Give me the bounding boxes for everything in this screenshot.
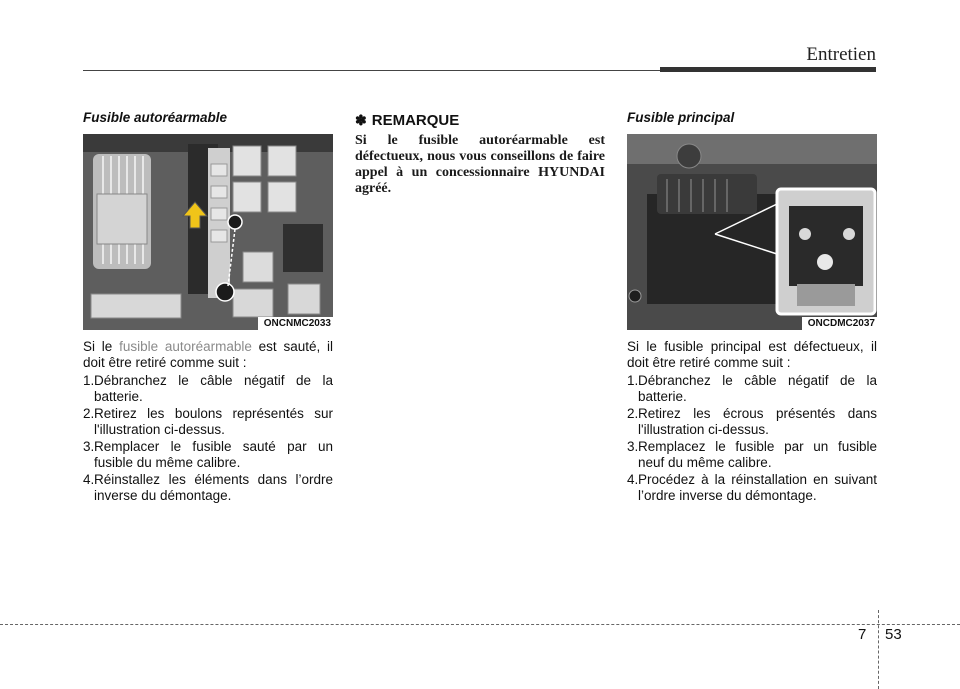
intro-suffix: est sauté, il doit être retiré comme suit : xyxy=(83,339,333,370)
left-column xyxy=(83,110,333,505)
intro-paragraph xyxy=(83,339,333,371)
step-text: Procédez à la réinstallation en suivant l’ordre inverse du démontage. xyxy=(638,472,877,503)
page-header-title: Entretien xyxy=(806,44,876,65)
step-item xyxy=(627,439,877,471)
step-number: 3. xyxy=(627,439,639,454)
page-number: 53 xyxy=(885,626,902,643)
step-text: Retirez les écrous présentés dans l'illustration ci-dessus. xyxy=(638,406,877,437)
asterisk-icon: ✽ xyxy=(355,112,367,128)
step-text: Remplacer le fusible sauté par un fusible du même calibre. xyxy=(94,439,333,470)
fuse-box-illustration xyxy=(83,134,333,330)
middle-column xyxy=(355,110,605,197)
chapter-number: 7 xyxy=(858,626,867,643)
footer-divider xyxy=(878,610,879,689)
section-heading-main-fuse: Fusible principal xyxy=(627,110,735,125)
procedure-steps xyxy=(627,373,877,504)
step-item xyxy=(83,373,333,405)
step-number: 2. xyxy=(83,406,95,421)
right-column xyxy=(627,110,877,505)
step-number: 4. xyxy=(627,472,639,487)
engine-bay-illustration xyxy=(627,134,877,330)
step-text: Débranchez le câble négatif de la batterie. xyxy=(638,373,877,404)
step-number: 1. xyxy=(83,373,95,388)
fuse-box-photo xyxy=(83,134,333,330)
note-heading xyxy=(355,112,605,129)
intro-prefix: Si le xyxy=(83,339,120,354)
figure-caption: ONCNMC2033 xyxy=(258,317,333,330)
step-item xyxy=(627,373,877,405)
note-title: REMARQUE xyxy=(371,112,460,129)
intro-paragraph: Si le fusible principal est défectueux, il doit être retiré comme suit : xyxy=(627,339,877,370)
step-item xyxy=(627,406,877,438)
footer-rule xyxy=(0,624,960,625)
header-rule-accent xyxy=(660,67,876,72)
step-item xyxy=(83,406,333,438)
step-number: 1. xyxy=(627,373,639,388)
step-number: 3. xyxy=(83,439,95,454)
section-heading-self-resetting-fuse: Fusible autoréarmable xyxy=(83,110,228,125)
step-item xyxy=(83,472,333,504)
intro-highlight: fusible autoréarmable xyxy=(119,339,252,354)
procedure-steps xyxy=(83,373,333,504)
step-text: Remplacez le fusible par un fusible neuf du même calibre. xyxy=(638,439,877,470)
step-text: Retirez les boulons représentés sur l'illustration ci-dessus. xyxy=(94,406,333,437)
figure-caption: ONCDMC2037 xyxy=(802,317,877,330)
step-text: Réinstallez les éléments dans l’ordre inverse du démontage. xyxy=(94,472,333,503)
step-item xyxy=(83,439,333,471)
step-number: 2. xyxy=(627,406,639,421)
main-fuse-photo xyxy=(627,134,877,330)
header-rule xyxy=(83,70,660,71)
step-item xyxy=(627,472,877,504)
note-body: Si le fusible autoréarmable est défectueux, nous vous conseillons de faire appel à un concessionnaire HYUNDAI agréé. xyxy=(355,133,605,196)
step-number: 4. xyxy=(83,472,95,487)
step-text: Débranchez le câble négatif de la batterie. xyxy=(94,373,333,404)
